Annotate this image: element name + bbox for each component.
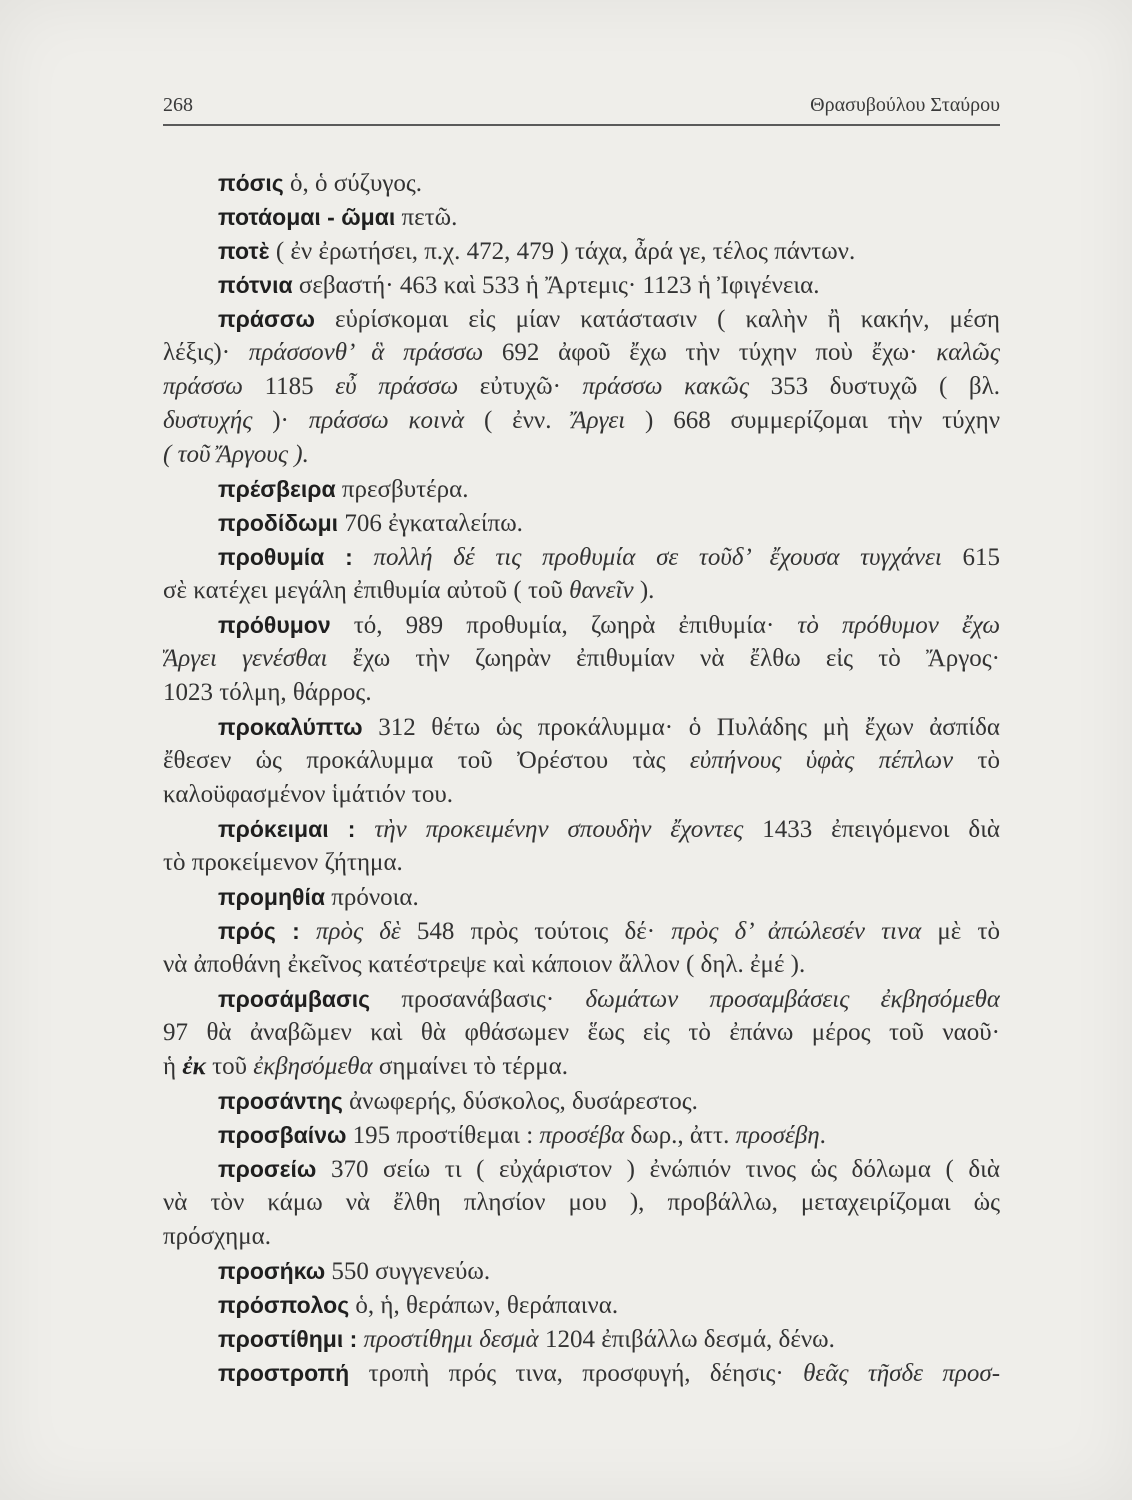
gloss-text: πρεσβυτέρα. [341, 476, 469, 503]
italic-quotation: τὴν προκειμένην σπουδὴν ἔχοντες [374, 816, 744, 843]
entry-line [163, 1288, 1000, 1322]
headword: πρός : [218, 918, 300, 944]
glossary-entry [163, 1356, 1000, 1390]
entry-line [163, 982, 1000, 1016]
italic-quotation: πράσσω κοινὰ [308, 407, 465, 434]
headword: πότνια [218, 272, 293, 298]
glossary-entry [163, 1118, 1000, 1152]
gloss-text: νὰ ἀποθάνη ἐκεῖνος κατέστρεψε καὶ κάποιον ἄλλον ( δηλ. ἐμέ ). [163, 951, 806, 978]
italic-quotation: θανεῖν [569, 577, 634, 604]
gloss-text: 195 προστίθεμαι : [352, 1122, 540, 1149]
gloss-text: σὲ κατέχει μεγάλη ἐπιθυμία αὐτοῦ ( τοῦ [163, 577, 570, 604]
entry-line [163, 166, 1000, 200]
headword: προστροπή [218, 1360, 350, 1386]
entry-line [163, 1220, 1000, 1254]
italic-quotation: προστίθημι δεσμὰ [363, 1326, 539, 1353]
entry-line [163, 676, 1000, 710]
headword: προθυμία : [218, 544, 353, 570]
running-title: Θρασυβούλου Σταύρου [810, 94, 1000, 116]
gloss-text: ἔθεσεν ὡς προκάλυμμα τοῦ Ὀρέστου τὰς [163, 747, 690, 774]
glossary-entry [163, 472, 1000, 506]
glossary-entry [163, 268, 1000, 302]
gloss-text: ) 668 συμμερίζομαι τὴν τύχην [625, 407, 1000, 434]
gloss-text: 1204 ἐπιβάλλω δεσμά, δένω. [538, 1326, 835, 1353]
entry-line [163, 404, 1000, 438]
entry-line [163, 472, 1000, 506]
glossary-entry [163, 608, 1000, 710]
entry-line [163, 1186, 1000, 1220]
entry-line [163, 608, 1000, 642]
gloss-text: 1185 [242, 373, 336, 400]
headword: πρόθυμον [218, 612, 331, 638]
glossary-entry [163, 506, 1000, 540]
headword: πρέσβειρα [218, 476, 336, 502]
entry-line [163, 302, 1000, 336]
header-rule [163, 124, 1000, 126]
glossary-entry [163, 880, 1000, 914]
gloss-text: μὲ τὸ [921, 918, 1000, 945]
entry-line [163, 642, 1000, 676]
italic-quotation: Ἄργει γενέσθαι [163, 645, 328, 672]
entry-line [163, 1016, 1000, 1050]
italic-quotation: ἐκβησόμεθα [253, 1053, 373, 1080]
glossary-entry [163, 200, 1000, 234]
entry-line [163, 1254, 1000, 1288]
glossary-entry [163, 540, 1000, 608]
entry-line [163, 1152, 1000, 1186]
italic-quotation: θεᾶς τῆσδε προσ- [803, 1360, 1000, 1387]
gloss-text: εὑρίσκομαι εἰς μίαν κατάστασιν ( καλὴν ἢ κακήν, μέση [334, 306, 1000, 333]
gloss-text: τὸ [953, 747, 1000, 774]
gloss-text: 692 ἀφοῦ ἔχω τὴν τύχην ποὺ ἔχω· [483, 339, 937, 366]
entry-line [163, 336, 1000, 370]
gloss-text: τό, 989 προθυμία, ζωηρὰ ἐπιθυμία· [353, 612, 798, 639]
headword: προμηθία [218, 884, 325, 910]
headword: πόσις [218, 170, 284, 196]
glossary-body [163, 166, 1000, 1390]
italic-quotation: τὸ πρόθυμον ἔχω [797, 612, 1000, 639]
entry-line [163, 268, 1000, 302]
entry-line [163, 880, 1000, 914]
italic-quotation: προσέβη [735, 1122, 820, 1149]
glossary-entry [163, 812, 1000, 880]
gloss-text: 615 [941, 544, 1000, 571]
gloss-text: ἡ [163, 1053, 183, 1080]
italic-quotation: εὖ πράσσω [335, 373, 459, 400]
glossary-entry [163, 1084, 1000, 1118]
gloss-text: προσανάβασις· [401, 986, 586, 1013]
gloss-text: . [819, 1122, 826, 1149]
glossary-entry [163, 1152, 1000, 1254]
gloss-text: 1433 ἐπειγόμενοι διὰ [743, 816, 1000, 843]
italic-quotation: πράσσονθ’ ἃ πράσσω [248, 339, 484, 366]
gloss-text: ἀνωφερής, δύσκολος, δυσάρεστος. [349, 1088, 698, 1115]
italic-quotation: Ἄργει [571, 407, 626, 434]
glossary-entry [163, 982, 1000, 1084]
headword: πρόσπολος [218, 1292, 350, 1318]
gloss-text: ὁ, ἡ, θεράπων, θεράπαινα. [355, 1292, 619, 1319]
gloss-text: πετῶ. [401, 204, 458, 231]
entry-line [163, 1118, 1000, 1152]
entry-line [163, 846, 1000, 880]
entry-line [163, 506, 1000, 540]
gloss-text: καλοϋφασμένον ἱμάτιόν του. [163, 781, 453, 808]
headword: προδίδωμι [218, 510, 339, 536]
glossary-entry [163, 1254, 1000, 1288]
italic-quotation: δυστυχής [163, 407, 253, 434]
italic-quotation: πολλή δέ τις προθυμία σε τοῦδ’ ἔχουσα τυγχάνει [373, 544, 942, 571]
headword: προσάντης [218, 1088, 343, 1114]
italic-quotation: πρὸς δὲ [315, 918, 401, 945]
gloss-text: 550 συγγενεύω. [331, 1258, 491, 1285]
italic-quotation: καλῶς [936, 339, 1000, 366]
entry-line [163, 914, 1000, 948]
gloss-text: 353 δυστυχῶ ( βλ. [749, 373, 1000, 400]
headword: προστίθημι : [218, 1326, 358, 1352]
headword: προσβαίνω [218, 1122, 347, 1148]
headword: πρόκειμαι : [218, 816, 356, 842]
entry-line [163, 778, 1000, 812]
italic-quotation: εὐπήνους ὑφὰς πέπλων [689, 747, 954, 774]
italic-quotation: δωμάτων προσαμβάσεις ἐκβησόμεθα [585, 986, 1000, 1013]
gloss-text: ἔχω τὴν ζωηρὰν ἐπιθυμίαν νὰ ἔλθω εἰς τὸ Ἄργος· [327, 645, 1000, 672]
glossary-entry [163, 1322, 1000, 1356]
entry-line [163, 200, 1000, 234]
entry-line [163, 370, 1000, 404]
page-header [163, 90, 1000, 120]
gloss-text: ( ἐν ἐρωτήσει, π.χ. 472, 479 ) τάχα, ἆρά γε, τέλος πάντων. [275, 238, 856, 265]
gloss-text: ( ἐνν. [464, 407, 572, 434]
italic-quotation: πρὸς δ’ ἀπώλεσέν τινα [671, 918, 922, 945]
entry-line [163, 574, 1000, 608]
entry-line [163, 1322, 1000, 1356]
entry-line [163, 540, 1000, 574]
headword: ποτὲ [218, 238, 270, 264]
gloss-text: ). [633, 577, 655, 604]
gloss-text: σεβαστή· 463 καὶ 533 ἡ Ἄρτεμις· 1123 ἡ Ἰφιγένεια. [298, 272, 820, 299]
italic-quotation: πράσσω [163, 373, 243, 400]
gloss-text: δωρ., ἀττ. [624, 1122, 736, 1149]
glossary-entry [163, 234, 1000, 268]
gloss-text: τροπὴ πρός τινα, προσφυγή, δέησις· [368, 1360, 804, 1387]
entry-line [163, 948, 1000, 982]
glossary-entry [163, 166, 1000, 200]
gloss-text: εὐτυχῶ· [458, 373, 583, 400]
entry-line [163, 812, 1000, 846]
italic-quotation: πράσσω κακῶς [582, 373, 750, 400]
headword: ποτάομαι - ῶμαι [218, 204, 396, 230]
gloss-text: τοῦ [205, 1053, 254, 1080]
gloss-text: λέξις)· [163, 339, 249, 366]
italic-quotation: προσέβα [539, 1122, 625, 1149]
glossary-entry [163, 710, 1000, 812]
gloss-text: πρόνοια. [331, 884, 419, 911]
italic-quotation: ( τοῦ Ἄργους ). [163, 441, 309, 468]
glossary-entry [163, 914, 1000, 982]
entry-line [163, 744, 1000, 778]
entry-line [163, 710, 1000, 744]
headword: προσήκω [218, 1258, 326, 1284]
gloss-text: σημαίνει τὸ τέρμα. [372, 1053, 568, 1080]
gloss-text: νὰ τὸν κάμω νὰ ἔλθη πλησίον μου ), προβάλλω, μεταχειρίζομαι ὡς [163, 1189, 1000, 1216]
gloss-text: 548 πρὸς τούτοις δέ· [400, 918, 672, 945]
gloss-text: τὸ προκείμενον ζήτημα. [163, 849, 403, 876]
entry-line [163, 1084, 1000, 1118]
headword: προκαλύπτω [218, 714, 363, 740]
entry-line [163, 234, 1000, 268]
headword: πράσσω [218, 306, 315, 332]
headword: προσάμβασις [218, 986, 371, 1012]
gloss-text: )· [252, 407, 309, 434]
gloss-text: 706 ἐγκαταλείπω. [344, 510, 523, 537]
gloss-text: πρόσχημα. [163, 1223, 271, 1250]
gloss-text: 97 θὰ ἀναβῶμεν καὶ θὰ φθάσωμεν ἕως εἰς τὸ ἐπάνω μέρος τοῦ ναοῦ· [163, 1019, 1000, 1046]
gloss-text: ὁ, ὁ σύζυγος. [290, 170, 423, 197]
glossary-entry [163, 1288, 1000, 1322]
entry-line [163, 1050, 1000, 1084]
gloss-text: 370 σείω τι ( εὐχάριστον ) ἐνώπιόν τινος ὡς δόλωμα ( διὰ [330, 1156, 1000, 1183]
entry-line [163, 438, 1000, 472]
gloss-text: 312 θέτω ὡς προκάλυμμα· ὁ Πυλάδης μὴ ἔχων ἀσπίδα [378, 714, 1000, 741]
gloss-text: 1023 τόλμη, θάρρος. [163, 679, 372, 706]
headword: προσείω [218, 1156, 317, 1182]
bold-italic-term: ἐκ [182, 1053, 206, 1080]
entry-line [163, 1356, 1000, 1390]
page-number: 268 [163, 94, 193, 116]
glossary-entry [163, 302, 1000, 472]
